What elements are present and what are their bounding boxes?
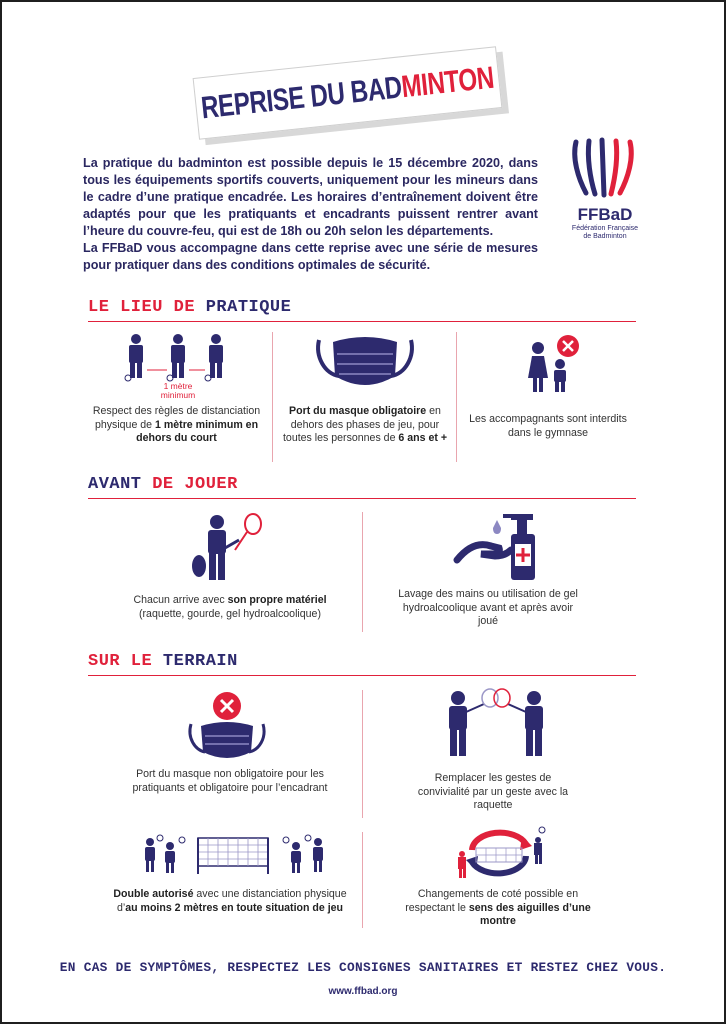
footer-message: EN CAS DE SYMPTÔMES, RESPECTEZ LES CONSIGNES SANITAIRES ET RESTEZ CHEZ VOUS. (59, 960, 667, 975)
divider (362, 690, 363, 818)
mask-icon (315, 332, 415, 394)
section-line-terrain (88, 675, 636, 676)
doubles-court-icon (140, 832, 330, 876)
ffbad-logo (565, 138, 645, 258)
no-companion-icon (522, 334, 584, 396)
intro-text (83, 155, 538, 274)
no-mask-icon (187, 690, 267, 758)
intro-paragraph-2: La FFBaD vous accompagne dans cette reprise avec une série de mesures pour pratiquer dans des conditions optimales de sécurité. (83, 241, 538, 272)
section-title-lieu: LE LIEU DE PRATIQUE (88, 298, 292, 317)
divider (362, 512, 363, 632)
lieu-cell-2: Port du masque obligatoire en dehors des phases de jeu, pour toutes les personnes de 6 ans et + (282, 405, 448, 444)
footer-url[interactable]: www.ffbad.org (328, 986, 398, 997)
divider (272, 332, 273, 462)
terrain-cell-4: Changements de coté possible en respectant le sens des aiguilles d’une montre (405, 888, 591, 927)
section-title-avant: AVANT DE JOUER (88, 475, 238, 494)
title-part2: MINTON (399, 59, 496, 105)
section-line-lieu (88, 321, 636, 322)
hand-gel-icon (455, 510, 545, 584)
logo-sub-2: de Badminton (583, 233, 627, 240)
racket-greeting-icon (440, 688, 552, 758)
divider (362, 832, 363, 928)
terrain-cell-3: Double autorisé avec une distanciation physique d’au moins 2 mètres en toute situation de jeu (113, 888, 347, 914)
logo-sub-1: Fédération Française (571, 225, 639, 232)
logo-name: FFBaD (577, 205, 633, 224)
section-title-terrain: SUR LE TERRAIN (88, 652, 238, 671)
lieu-cell-1: Respect des règles de distanciation physique de 1 mètre minimum en dehors du court (92, 405, 261, 444)
distance-label: 1 mètre minimum (160, 381, 196, 400)
lieu-cell-3: Les accompagnants sont interdits dans le gymnase (469, 413, 627, 439)
section-line-avant (88, 498, 636, 499)
avant-cell-1: Chacun arrive avec son propre matériel (raquette, gourde, gel hydroalcoolique) (133, 594, 327, 620)
player-racket-icon (187, 512, 267, 582)
distance-people-icon (123, 332, 233, 388)
avant-cell-2: Lavage des mains ou utilisation de gel hydroalcoolique avant et après avoir joué (398, 588, 578, 627)
terrain-cell-2: Remplacer les gestes de convivialité par un geste avec la raquette (417, 772, 569, 811)
shuttlecock-logo-icon (570, 138, 640, 198)
terrain-cell-1: Port du masque non obligatoire pour les pratiquants et obligatoire pour l’encadrant (132, 768, 328, 794)
intro-paragraph-1: La pratique du badminton est possible depuis le 15 décembre 2020, dans tous les équipements sportifs couverts, uniquement pour les mineurs dans le cadre d’une pratique encadrée. Les horaires d’entraînement doivent être adaptés pour que les pratiquants et encadrants puissent rentrer avant l’heure du couvre-feu, qui est de 18h ou 20h selon les départements. (83, 156, 538, 238)
divider (456, 332, 457, 462)
clockwise-rotation-icon (450, 826, 550, 880)
title-part1: REPRISE DU BAD (199, 69, 404, 126)
